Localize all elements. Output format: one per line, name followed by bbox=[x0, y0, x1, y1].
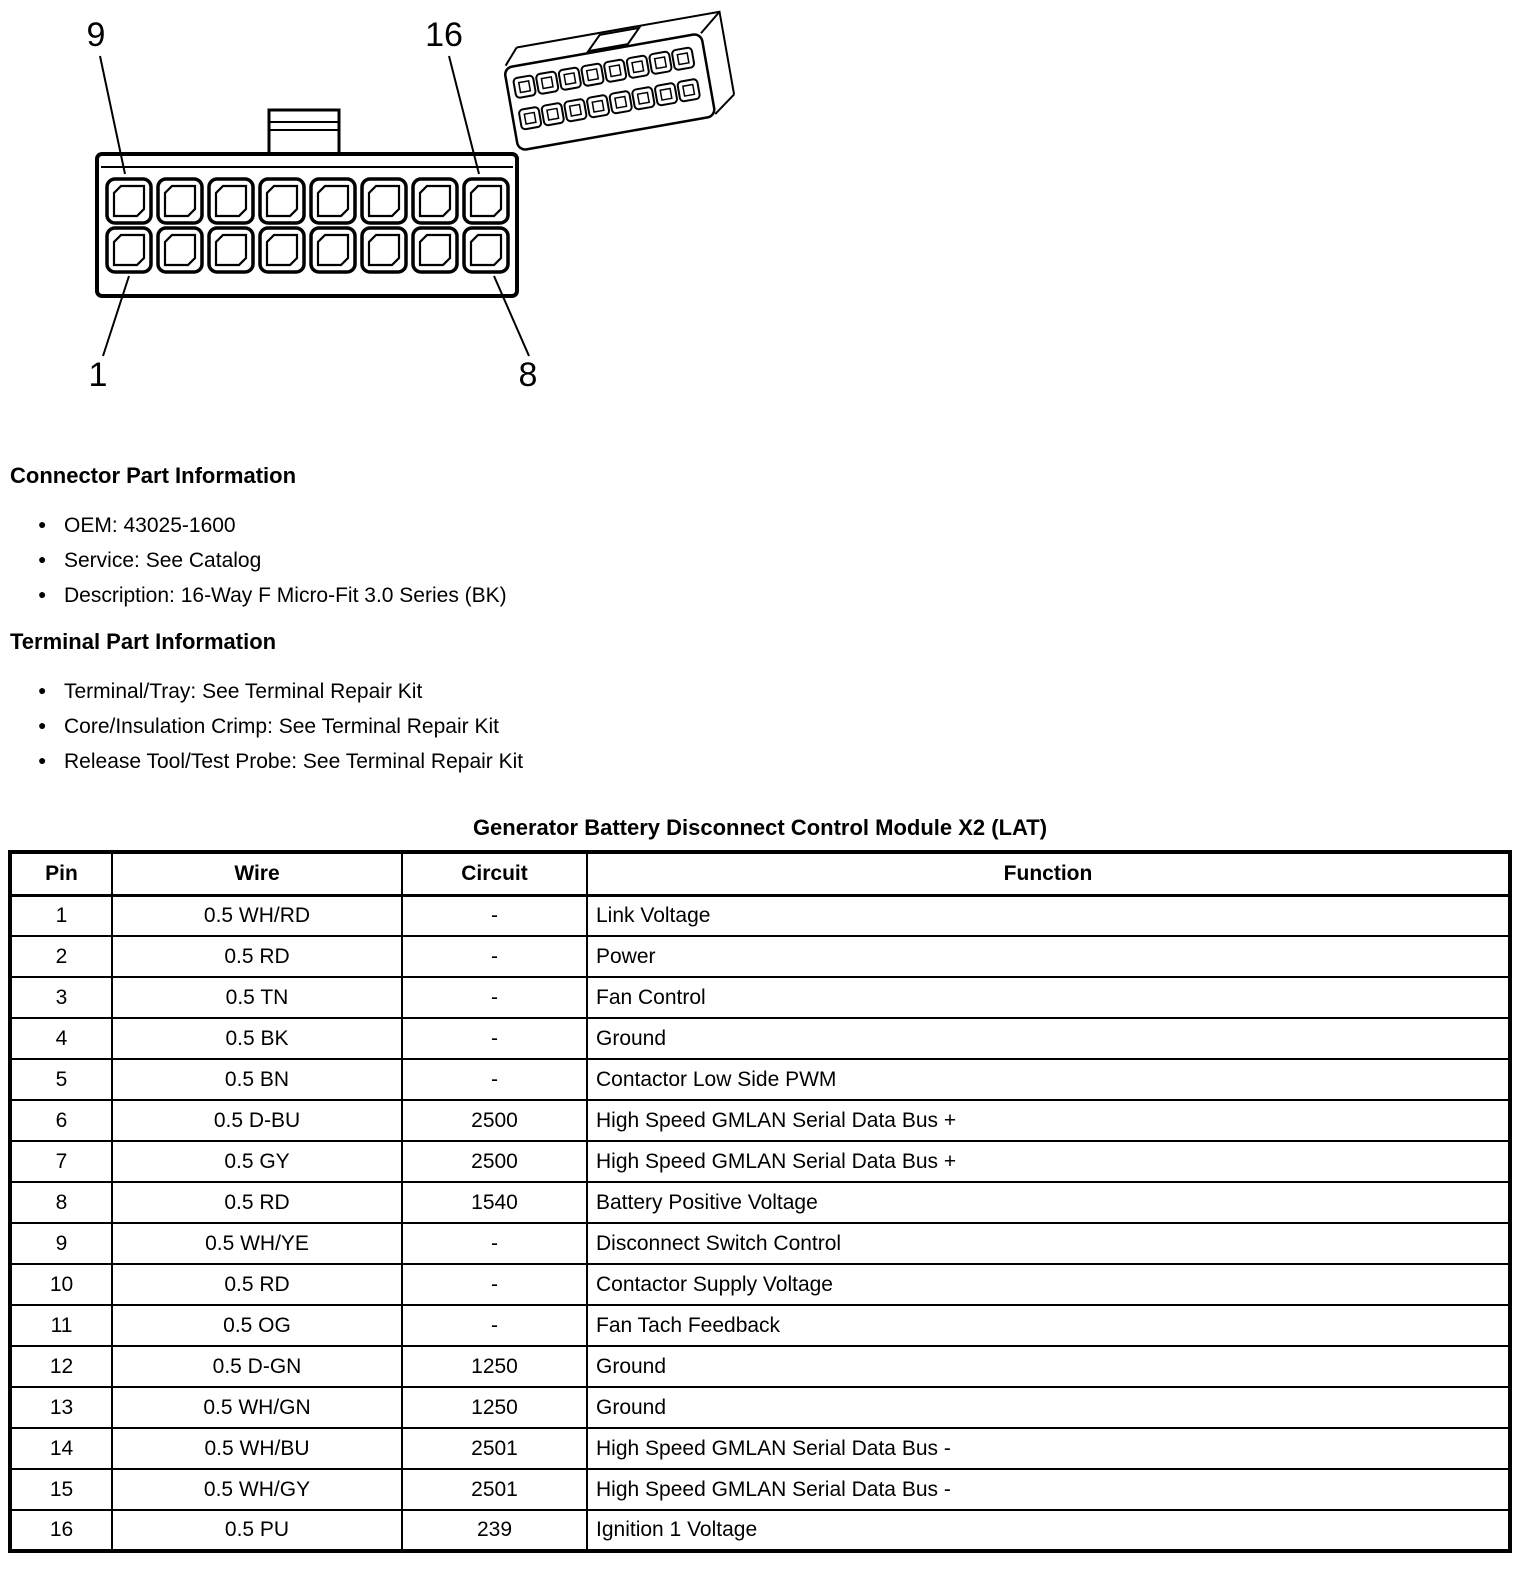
table-row bbox=[10, 1100, 1510, 1141]
cell-circuit: - bbox=[402, 1059, 587, 1100]
cell-pin: 1 bbox=[10, 895, 112, 936]
table-row bbox=[10, 936, 1510, 977]
cell-pin: 7 bbox=[10, 1141, 112, 1182]
pin-cavity bbox=[464, 228, 508, 272]
connector-front-view bbox=[97, 110, 517, 296]
cell-function: Ground bbox=[587, 1387, 1510, 1428]
connector-diagram bbox=[0, 0, 1520, 405]
cell-pin: 10 bbox=[10, 1264, 112, 1305]
cell-wire: 0.5 PU bbox=[112, 1510, 402, 1551]
cell-circuit: - bbox=[402, 1018, 587, 1059]
table-row bbox=[10, 1223, 1510, 1264]
table-row bbox=[10, 1141, 1510, 1182]
header-wire: Wire bbox=[112, 852, 402, 895]
cell-function: High Speed GMLAN Serial Data Bus + bbox=[587, 1100, 1510, 1141]
header-function: Function bbox=[587, 852, 1510, 895]
connector-info-heading: Connector Part Information bbox=[10, 463, 297, 488]
pin-cavity bbox=[362, 228, 406, 272]
cell-pin: 2 bbox=[10, 936, 112, 977]
pin-label-9: 9 bbox=[86, 16, 106, 54]
cell-function: High Speed GMLAN Serial Data Bus - bbox=[587, 1469, 1510, 1510]
cell-wire: 0.5 WH/GN bbox=[112, 1387, 402, 1428]
list-item-terminal-tray: ● Terminal/Tray: See Terminal Repair Kit bbox=[8, 679, 1520, 705]
connector-latch bbox=[269, 110, 339, 154]
table-row bbox=[10, 1305, 1510, 1346]
terminal-info-heading: Terminal Part Information bbox=[10, 629, 277, 654]
cell-circuit: 1250 bbox=[402, 1387, 587, 1428]
cell-circuit: 2501 bbox=[402, 1428, 587, 1469]
cell-pin: 5 bbox=[10, 1059, 112, 1100]
cell-circuit: - bbox=[402, 1305, 587, 1346]
cell-wire: 0.5 WH/GY bbox=[112, 1469, 402, 1510]
cell-wire: 0.5 BK bbox=[112, 1018, 402, 1059]
table-title: Generator Battery Disconnect Control Module X2 (LAT) bbox=[472, 815, 1048, 840]
cell-function: Battery Positive Voltage bbox=[587, 1182, 1510, 1223]
table-row bbox=[10, 895, 1510, 936]
pin-label-1: 1 bbox=[88, 356, 108, 394]
cell-wire: 0.5 WH/RD bbox=[112, 895, 402, 936]
pin-cavity bbox=[158, 228, 202, 272]
pin-cavity bbox=[107, 228, 151, 272]
list-item-service: ● Service: See Catalog bbox=[8, 548, 1520, 574]
table-row bbox=[10, 1059, 1510, 1100]
pin-table-body bbox=[10, 895, 1510, 1551]
connector-info-list bbox=[8, 513, 1520, 609]
connector-iso-view bbox=[501, 12, 737, 151]
cell-pin: 13 bbox=[10, 1387, 112, 1428]
list-item-release-tool: ● Release Tool/Test Probe: See Terminal Repair Kit bbox=[8, 749, 1520, 775]
cell-pin: 15 bbox=[10, 1469, 112, 1510]
table-row bbox=[10, 1387, 1510, 1428]
pin-cavity bbox=[464, 179, 508, 223]
table-row bbox=[10, 1182, 1510, 1223]
cell-pin: 14 bbox=[10, 1428, 112, 1469]
cell-function: Link Voltage bbox=[587, 895, 1510, 936]
cell-pin: 9 bbox=[10, 1223, 112, 1264]
cell-pin: 3 bbox=[10, 977, 112, 1018]
cell-circuit: 239 bbox=[402, 1510, 587, 1551]
cell-function: Ground bbox=[587, 1346, 1510, 1387]
cell-pin: 8 bbox=[10, 1182, 112, 1223]
cell-function: Contactor Low Side PWM bbox=[587, 1059, 1510, 1100]
header-pin: Pin bbox=[10, 852, 112, 895]
list-item-description: ● Description: 16-Way F Micro-Fit 3.0 Series (BK) bbox=[8, 583, 1520, 609]
cell-circuit: 2500 bbox=[402, 1141, 587, 1182]
pin-label-8: 8 bbox=[518, 356, 538, 394]
pin-cavity bbox=[413, 179, 457, 223]
cell-wire: 0.5 BN bbox=[112, 1059, 402, 1100]
cell-wire: 0.5 RD bbox=[112, 936, 402, 977]
cell-circuit: 2501 bbox=[402, 1469, 587, 1510]
cell-wire: 0.5 OG bbox=[112, 1305, 402, 1346]
cell-wire: 0.5 RD bbox=[112, 1264, 402, 1305]
pin-cavity bbox=[413, 228, 457, 272]
cell-circuit: 2500 bbox=[402, 1100, 587, 1141]
cell-function: Contactor Supply Voltage bbox=[587, 1264, 1510, 1305]
cell-wire: 0.5 RD bbox=[112, 1182, 402, 1223]
pin-cavity bbox=[362, 179, 406, 223]
table-header-row bbox=[10, 852, 1510, 895]
connector-diagram-svg bbox=[12, 4, 772, 404]
pin-cavity bbox=[311, 228, 355, 272]
cell-circuit: - bbox=[402, 1264, 587, 1305]
table-row bbox=[10, 977, 1510, 1018]
cell-function: Ignition 1 Voltage bbox=[587, 1510, 1510, 1551]
cell-circuit: 1540 bbox=[402, 1182, 587, 1223]
cell-circuit: - bbox=[402, 977, 587, 1018]
pin-cavity bbox=[260, 179, 304, 223]
cell-function: Ground bbox=[587, 1018, 1510, 1059]
pin-cavity bbox=[260, 228, 304, 272]
cell-function: High Speed GMLAN Serial Data Bus + bbox=[587, 1141, 1510, 1182]
pin-label-16: 16 bbox=[425, 16, 463, 54]
cell-wire: 0.5 GY bbox=[112, 1141, 402, 1182]
cell-function: Power bbox=[587, 936, 1510, 977]
cell-circuit: 1250 bbox=[402, 1346, 587, 1387]
cell-wire: 0.5 D-GN bbox=[112, 1346, 402, 1387]
cell-pin: 11 bbox=[10, 1305, 112, 1346]
cell-wire: 0.5 D-BU bbox=[112, 1100, 402, 1141]
cell-function: Disconnect Switch Control bbox=[587, 1223, 1510, 1264]
cell-wire: 0.5 WH/BU bbox=[112, 1428, 402, 1469]
cell-function: High Speed GMLAN Serial Data Bus - bbox=[587, 1428, 1510, 1469]
table-row bbox=[10, 1346, 1510, 1387]
connector-body bbox=[97, 154, 517, 296]
table-row bbox=[10, 1510, 1510, 1551]
terminal-info-list bbox=[8, 679, 1520, 775]
cell-function: Fan Control bbox=[587, 977, 1510, 1018]
pin-cavity bbox=[209, 228, 253, 272]
list-item-core-crimp: ● Core/Insulation Crimp: See Terminal Repair Kit bbox=[8, 714, 1520, 740]
pin-cavity bbox=[158, 179, 202, 223]
pin-cavity bbox=[311, 179, 355, 223]
cell-wire: 0.5 TN bbox=[112, 977, 402, 1018]
pin-table bbox=[8, 850, 1512, 1553]
table-row bbox=[10, 1469, 1510, 1510]
cell-circuit: - bbox=[402, 936, 587, 977]
cell-pin: 4 bbox=[10, 1018, 112, 1059]
cell-circuit: - bbox=[402, 1223, 587, 1264]
table-row bbox=[10, 1428, 1510, 1469]
cell-circuit: - bbox=[402, 895, 587, 936]
cell-function: Fan Tach Feedback bbox=[587, 1305, 1510, 1346]
table-row bbox=[10, 1264, 1510, 1305]
cell-pin: 6 bbox=[10, 1100, 112, 1141]
table-row bbox=[10, 1018, 1510, 1059]
cell-pin: 16 bbox=[10, 1510, 112, 1551]
cell-pin: 12 bbox=[10, 1346, 112, 1387]
cell-wire: 0.5 WH/YE bbox=[112, 1223, 402, 1264]
pin-cavity bbox=[209, 179, 253, 223]
header-circuit: Circuit bbox=[402, 852, 587, 895]
list-item-oem: ● OEM: 43025-1600 bbox=[8, 513, 1520, 539]
pin-cavity bbox=[107, 179, 151, 223]
